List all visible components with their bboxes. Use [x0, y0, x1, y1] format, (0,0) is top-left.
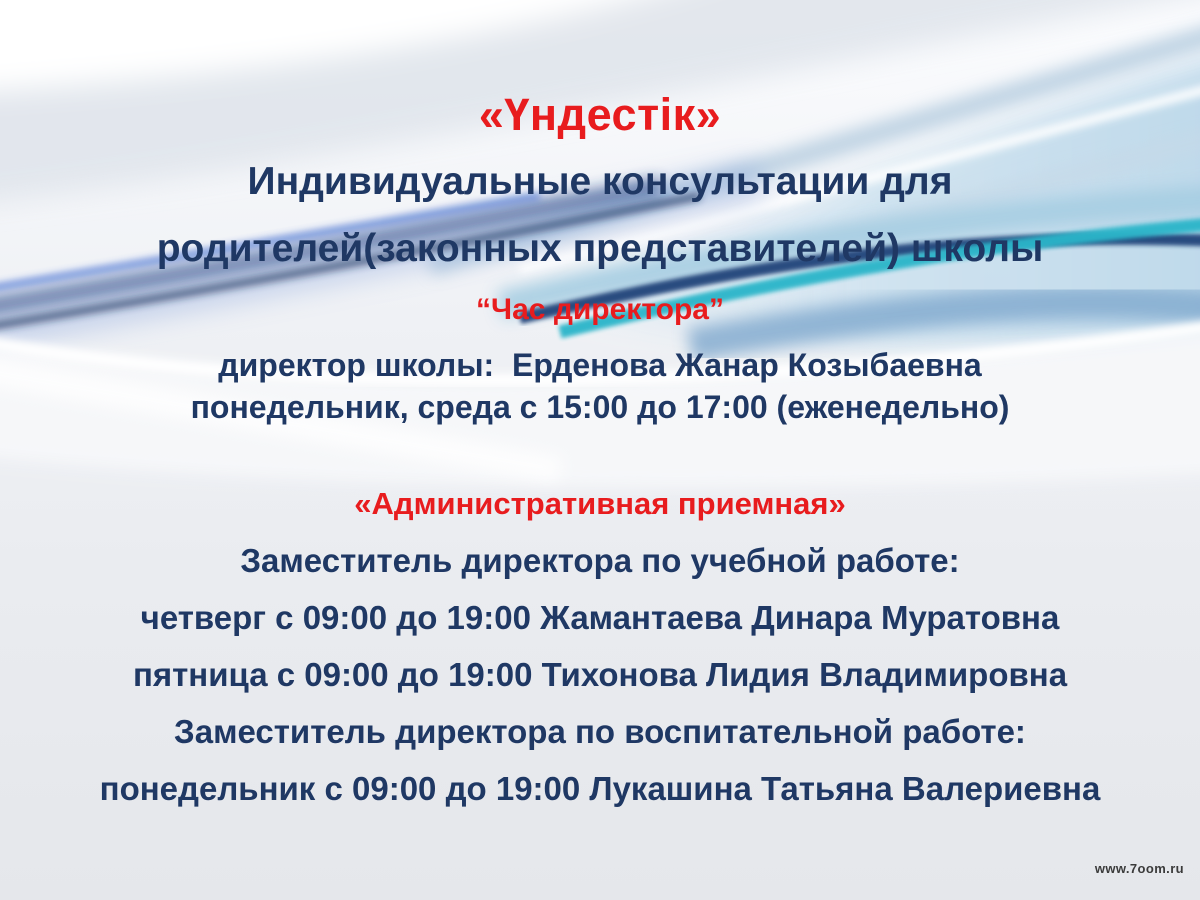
subtitle: [0, 154, 1200, 276]
director-hour-heading: “Час директора”: [476, 293, 724, 326]
admin-section: [0, 532, 1200, 817]
deputy-academic-role: Заместитель директора по учебной работе:: [240, 542, 960, 579]
subtitle-line-2: родителей(законных представителей) школы: [156, 227, 1044, 270]
deputy-educational-role: Заместитель директора по воспитательной работе:: [174, 713, 1026, 750]
watermark-url: www.7oom.ru: [1094, 861, 1184, 876]
admin-reception-heading: «Административная приемная»: [354, 486, 846, 521]
slide-title: «Үндестік»: [478, 89, 722, 140]
director-section: [0, 344, 1200, 428]
schedule-friday: пятница с 09:00 до 19:00 Тихонова Лидия Владимировна: [132, 656, 1068, 693]
schedule-thursday: четверг с 09:00 до 19:00 Жамантаева Динара Муратовна: [140, 599, 1060, 636]
schedule-monday: понедельник с 09:00 до 19:00 Лукашина Татьяна Валериевна: [99, 770, 1101, 807]
director-time-line: понедельник, среда с 15:00 до 17:00 (еженедельно): [190, 389, 1010, 425]
director-person-line: директор школы: Ерденова Жанар Козыбаевна: [218, 347, 982, 383]
subtitle-line-1: Индивидуальные консультации для: [247, 160, 953, 203]
